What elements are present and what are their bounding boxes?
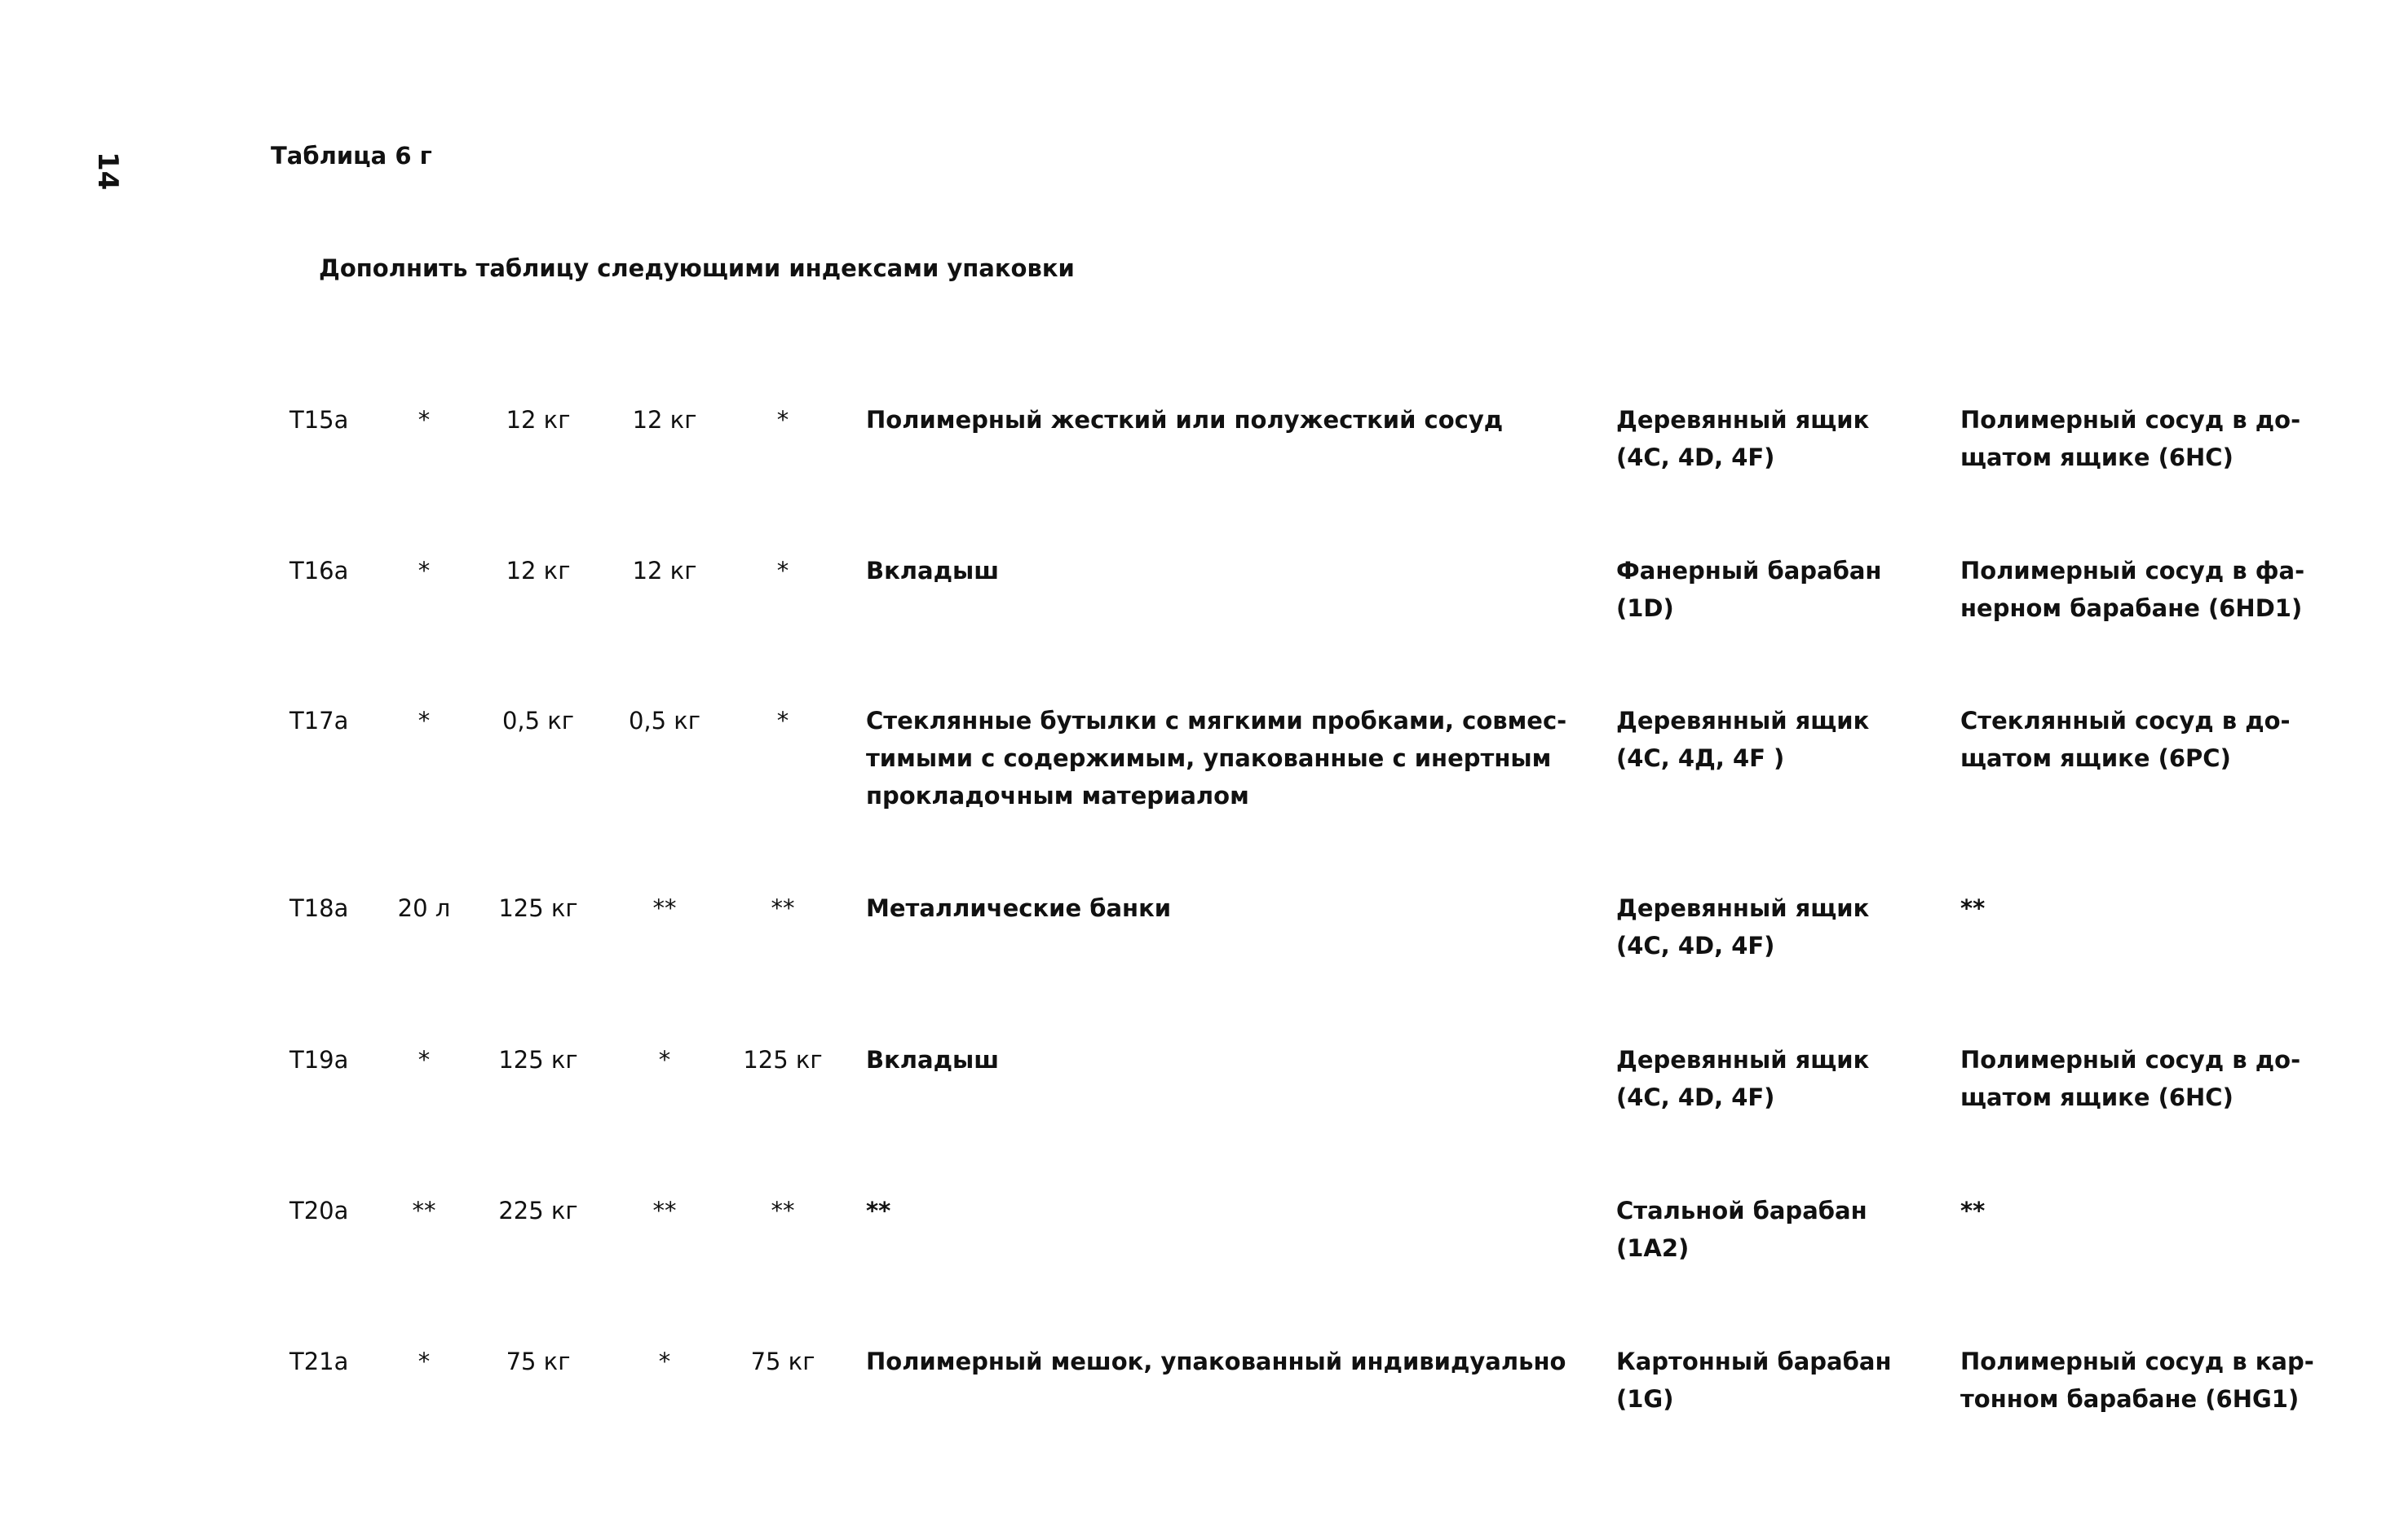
outer-packaging: Деревянный ящик (4C, 4D, 4F) bbox=[1616, 406, 1870, 471]
max-mass-2: 12 кг bbox=[632, 406, 697, 434]
outer-packaging: Деревянный ящик (4C, 4Д, 4F ) bbox=[1616, 707, 1870, 772]
packaging-index: T20a bbox=[289, 1197, 349, 1224]
max-mass-2: * bbox=[658, 1348, 671, 1375]
max-mass-3: * bbox=[776, 707, 789, 735]
max-mass-3: ** bbox=[771, 894, 795, 922]
outer-packaging: Деревянный ящик (4C, 4D, 4F) bbox=[1616, 894, 1870, 960]
max-volume: * bbox=[418, 707, 431, 735]
packaging-index: T21a bbox=[289, 1348, 349, 1375]
outer-packaging: Фанерный барабан (1D) bbox=[1616, 557, 1882, 622]
inner-packaging: Металлические банки bbox=[866, 894, 1172, 922]
max-volume: ** bbox=[412, 1197, 436, 1224]
max-mass-1: 125 кг bbox=[498, 894, 578, 922]
outer-packaging: Деревянный ящик (4C, 4D, 4F) bbox=[1616, 1046, 1870, 1111]
combined-packaging: ** bbox=[1960, 894, 1986, 922]
max-volume: * bbox=[418, 1348, 431, 1375]
max-mass-1: 12 кг bbox=[506, 557, 571, 585]
max-mass-3: ** bbox=[771, 1197, 795, 1224]
max-volume: * bbox=[418, 406, 431, 434]
inner-packaging: Вкладыш bbox=[866, 1046, 1000, 1074]
max-mass-1: 0,5 кг bbox=[501, 707, 575, 735]
packaging-index: T15a bbox=[289, 406, 349, 434]
combined-packaging: ** bbox=[1960, 1197, 1986, 1224]
combined-packaging: Полимерный сосуд в кар- тонном барабане (6HG1) bbox=[1960, 1348, 2314, 1413]
inner-packaging: Вкладыш bbox=[866, 557, 1000, 585]
max-mass-1: 225 кг bbox=[498, 1197, 578, 1224]
max-mass-2: ** bbox=[652, 1197, 677, 1224]
max-mass-1: 75 кг bbox=[506, 1348, 571, 1375]
max-mass-1: 12 кг bbox=[506, 406, 571, 434]
page-number: 14 bbox=[91, 152, 124, 191]
max-mass-2: * bbox=[658, 1046, 671, 1074]
combined-packaging: Полимерный сосуд в до- щатом ящике (6HC) bbox=[1960, 1046, 2301, 1111]
combined-packaging: Стеклянный сосуд в до- щатом ящике (6PC) bbox=[1960, 707, 2291, 772]
packaging-index: T17a bbox=[289, 707, 349, 735]
outer-packaging: Стальной барабан (1A2) bbox=[1616, 1197, 1867, 1262]
inner-packaging: ** bbox=[866, 1197, 891, 1224]
max-mass-3: 75 кг bbox=[750, 1348, 815, 1375]
packaging-index: T18a bbox=[289, 894, 349, 922]
packaging-index: T19a bbox=[289, 1046, 349, 1074]
combined-packaging: Полимерный сосуд в до- щатом ящике (6HC) bbox=[1960, 406, 2301, 471]
inner-packaging: Стеклянные бутылки с мягкими пробками, совмес- тимыми с содержимым, упакованные с инертным прокладочным материалом bbox=[866, 707, 1567, 810]
max-mass-1: 125 кг bbox=[498, 1046, 578, 1074]
table-title: Таблица 6 г bbox=[271, 142, 432, 170]
max-mass-3: * bbox=[776, 406, 789, 434]
max-volume: 20 л bbox=[397, 894, 451, 922]
inner-packaging: Полимерный мешок, упакованный индивидуально bbox=[866, 1348, 1566, 1375]
max-mass-2: ** bbox=[652, 894, 677, 922]
max-mass-2: 12 кг bbox=[632, 557, 697, 585]
combined-packaging: Полимерный сосуд в фа- нерном барабане (6HD1) bbox=[1960, 557, 2305, 622]
packaging-index: T16a bbox=[289, 557, 349, 585]
outer-packaging: Картонный барабан (1G) bbox=[1616, 1348, 1892, 1413]
max-volume: * bbox=[418, 1046, 431, 1074]
instruction-text: Дополнить таблицу следующими индексами упаковки bbox=[319, 254, 1075, 282]
max-mass-3: 125 кг bbox=[743, 1046, 823, 1074]
max-volume: * bbox=[418, 557, 431, 585]
inner-packaging: Полимерный жесткий или полужесткий сосуд bbox=[866, 406, 1504, 434]
max-mass-3: * bbox=[776, 557, 789, 585]
max-mass-2: 0,5 кг bbox=[628, 707, 701, 735]
